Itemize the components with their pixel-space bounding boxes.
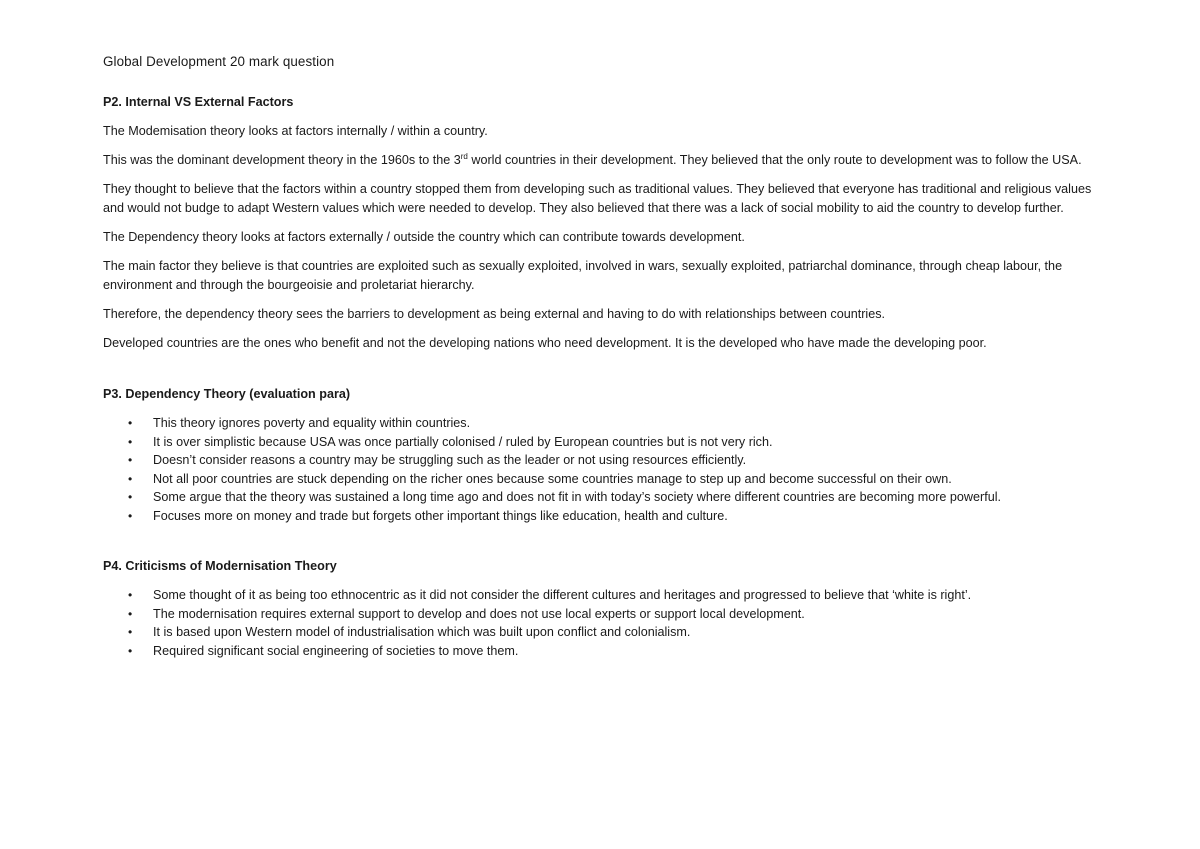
bullet-list-p4 xyxy=(103,586,1093,660)
list-item-text: Doesn’t consider reasons a country may be struggling such as the leader or not using resources efficiently. xyxy=(153,453,747,467)
list-item xyxy=(103,433,1093,452)
paragraph-text: world countries in their development. They believed that the only route to development was to follow the USA. xyxy=(467,153,1082,167)
section-heading-p3: P3. Dependency Theory (evaluation para) xyxy=(103,387,351,401)
document-title: Global Development 20 mark question xyxy=(103,54,335,69)
list-item-text: Some thought of it as being too ethnocentric as it did not consider the different cultures and heritages and progressed to believe that ‘white is right’. xyxy=(153,588,972,602)
paragraph: The Modemisation theory looks at factors internally / within a country. xyxy=(103,124,488,138)
paragraph: The Dependency theory looks at factors externally / outside the country which can contribute towards development. xyxy=(103,230,745,244)
list-item xyxy=(103,470,1093,489)
paragraph: They thought to believe that the factors within a country stopped them from developing such as traditional values. They believed that everyone has traditional and religious values and would not budge to adapt Western values which were needed to develop. They also believed that there was a lack of social mobility to aid the country to develop further. xyxy=(103,182,1092,215)
list-item-text: It is based upon Western model of industrialisation which was built upon conflict and colonialism. xyxy=(153,625,691,639)
bullet-icon: • xyxy=(128,606,133,621)
section-p4 xyxy=(103,557,1093,660)
list-item-text: Not all poor countries are stuck depending on the richer ones because some countries manage to step up and become successful on their own. xyxy=(153,471,952,486)
bullet-list-p3 xyxy=(103,414,1093,525)
section-heading-p2: P2. Internal VS External Factors xyxy=(103,95,294,109)
list-item xyxy=(103,642,1093,661)
list-item-text: Some argue that the theory was sustained a long time ago and does not fit in with today’s society where different countries are becoming more powerful. xyxy=(153,490,1001,504)
list-item-text: The modernisation requires external support to develop and does not use local experts or support local development. xyxy=(153,606,805,621)
section-heading-p4: P4. Criticisms of Modernisation Theory xyxy=(103,559,337,573)
bullet-icon: • xyxy=(128,625,133,639)
paragraph: Therefore, the dependency theory sees the barriers to development as being external and having to do with relationships between countries. xyxy=(103,307,885,321)
bullet-icon: • xyxy=(128,508,133,523)
list-item xyxy=(103,488,1093,507)
superscript-text: rd xyxy=(460,151,468,161)
bullet-icon: • xyxy=(128,588,133,602)
list-item xyxy=(103,623,1093,642)
section-p3 xyxy=(103,385,1093,525)
list-item xyxy=(103,507,1093,526)
list-item xyxy=(103,451,1093,470)
list-item xyxy=(103,586,1093,605)
section-p2 xyxy=(103,93,1093,353)
list-item-text: Required significant social engineering of societies to move them. xyxy=(153,643,519,658)
paragraph: Developed countries are the ones who benefit and not the developing nations who need development. It is the developed who have made the developing poor. xyxy=(103,336,987,350)
list-item xyxy=(103,414,1093,433)
bullet-icon: • xyxy=(128,471,133,486)
list-item xyxy=(103,605,1093,624)
list-item-text: It is over simplistic because USA was once partially colonised / ruled by European countries but is not very rich. xyxy=(153,434,773,449)
paragraph: The main factor they believe is that countries are exploited such as sexually exploited, involved in wars, sexually exploited, patriarchal dominance, through cheap labour, the environment and through the bourgeoisie and proletariat hierarchy. xyxy=(103,259,1063,292)
list-item-text: Focuses more on money and trade but forgets other important things like education, health and culture. xyxy=(153,508,728,523)
bullet-icon: • xyxy=(128,643,133,658)
bullet-icon: • xyxy=(128,416,133,430)
paragraph-text: This was the dominant development theory in the 1960s to the 3 xyxy=(103,153,461,167)
document-content xyxy=(103,52,1093,660)
paragraph-with-superscript xyxy=(103,151,1093,170)
bullet-icon: • xyxy=(128,490,133,504)
bullet-icon: • xyxy=(128,434,133,449)
bullet-icon: • xyxy=(128,453,133,467)
list-item-text: This theory ignores poverty and equality within countries. xyxy=(153,416,471,430)
